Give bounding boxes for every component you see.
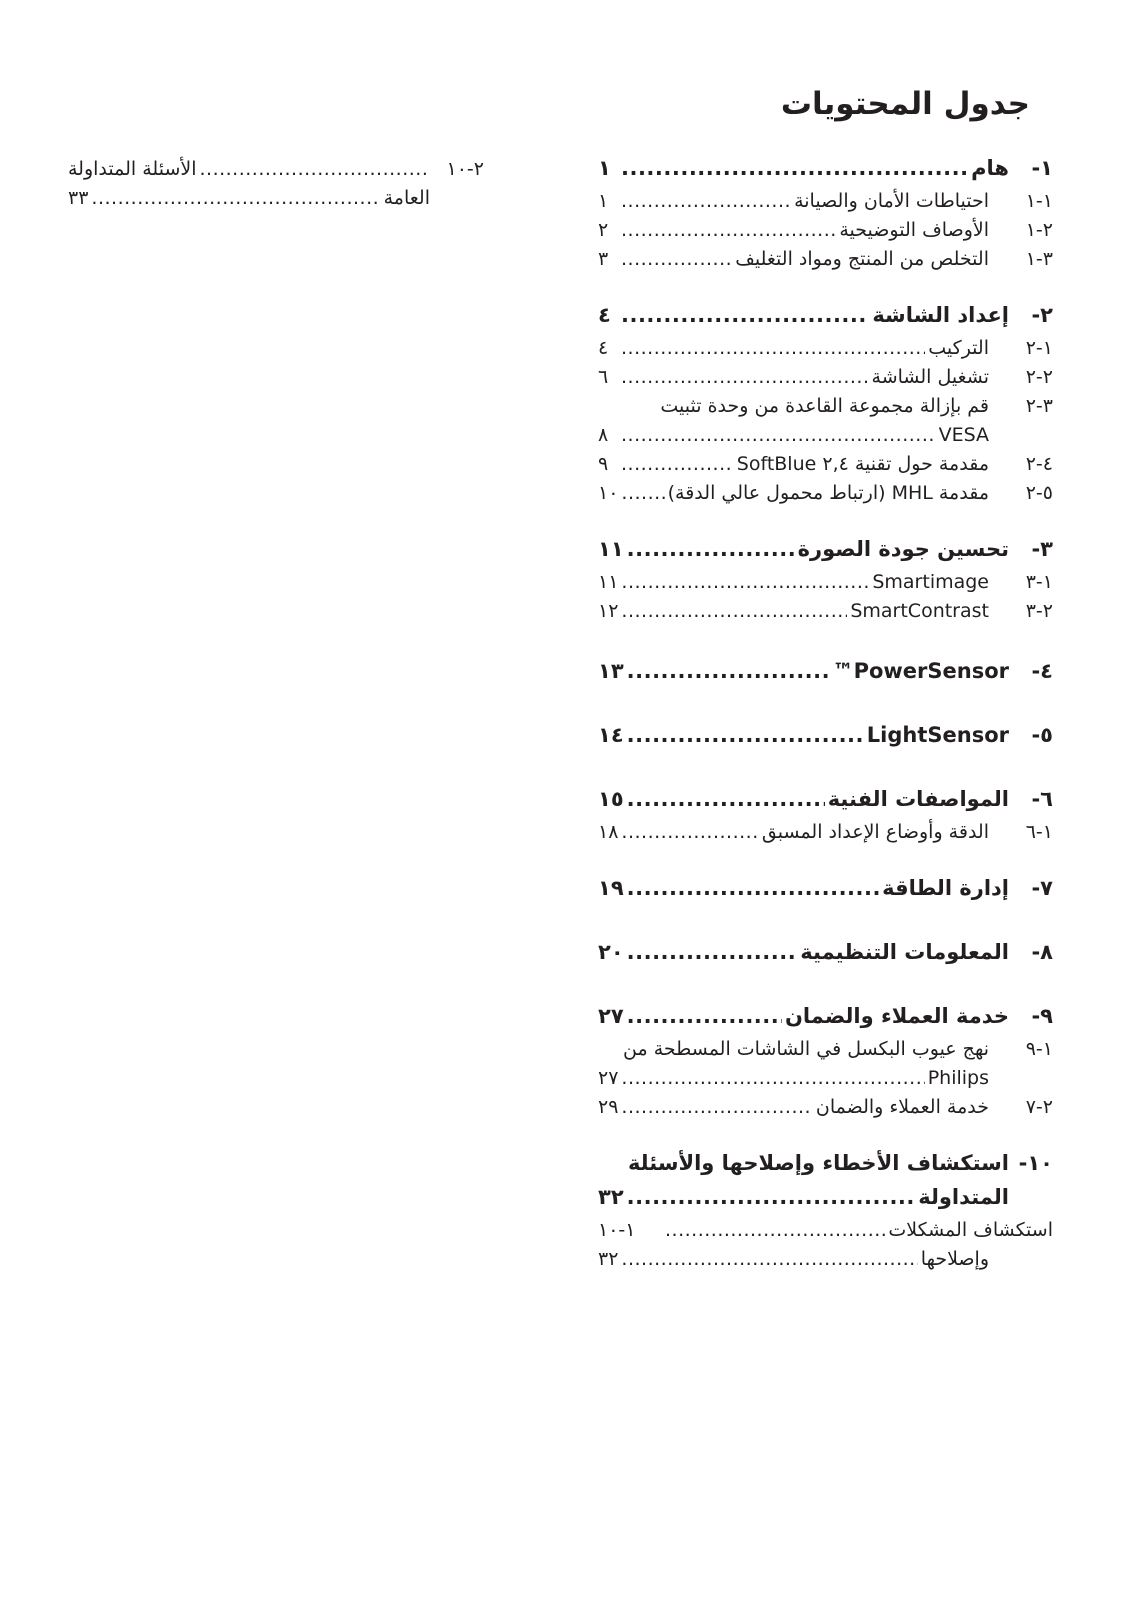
toc-label: مقدمة MHL (ارتباط محمول عالي الدقة)	[667, 482, 989, 504]
toc-page: ٤	[598, 337, 609, 359]
toc-label: هام	[971, 156, 1009, 180]
toc-entry-6-1[interactable]	[598, 821, 1053, 850]
toc-number: ٥-٢	[1025, 482, 1053, 504]
toc-leader	[621, 1096, 812, 1118]
toc-number: ٢-١٠	[446, 158, 484, 180]
toc-label: مقدمة حول تقنية ٢,٤ SoftBlue	[736, 453, 989, 475]
toc-entry-9-1-continued[interactable]	[598, 1067, 1053, 1096]
toc-number: ٧-	[1031, 876, 1053, 900]
toc-leader	[627, 1185, 916, 1209]
toc-page: ٨	[598, 424, 609, 446]
toc-entry-1-3[interactable]	[598, 248, 1053, 277]
toc-page: ١٥	[598, 787, 624, 811]
toc-entry-2-2[interactable]	[598, 366, 1053, 395]
toc-section-10[interactable]	[598, 1151, 1053, 1185]
toc-number: ١-	[1031, 156, 1053, 180]
toc-page: ٦	[598, 366, 609, 388]
toc-label: العامة	[383, 187, 430, 209]
toc-number: ٦-	[1031, 787, 1053, 811]
toc-page: ٣٢	[598, 1185, 624, 1209]
toc-leader	[627, 940, 798, 964]
toc-leader	[621, 1248, 917, 1270]
toc-section-2[interactable]	[598, 303, 1053, 337]
toc-page: ١	[598, 156, 611, 180]
toc-entry-2-3-continued[interactable]	[598, 424, 1053, 453]
toc-page: ١٩	[598, 876, 624, 900]
toc-label: SmartContrast	[850, 600, 989, 622]
toc-number: ٢-	[1031, 303, 1053, 327]
toc-number: ٣-	[1031, 537, 1053, 561]
toc-leader	[621, 571, 869, 593]
toc-page: ٣	[598, 248, 609, 270]
toc-number: ١-٣	[1025, 571, 1053, 593]
toc-entry-10-1-continued[interactable]	[598, 1248, 1053, 1277]
toc-label: استكشاف المشكلات	[888, 1219, 1053, 1241]
toc-page: ٩	[598, 453, 609, 475]
toc-page: ٣٢	[598, 1248, 619, 1270]
toc-number: ٩-	[1031, 1004, 1053, 1028]
toc-leader	[621, 337, 925, 359]
toc-number: ٢-٢	[1025, 366, 1053, 388]
toc-label: إعداد الشاشة	[872, 303, 1009, 327]
toc-section-1[interactable]	[598, 156, 1053, 190]
toc-entry-10-2[interactable]	[68, 158, 484, 187]
toc-label: Smartimage	[872, 571, 989, 593]
toc-entry-2-4[interactable]	[598, 453, 1053, 482]
toc-label: تشغيل الشاشة	[871, 366, 989, 388]
toc-entry-1-1[interactable]	[598, 190, 1053, 219]
toc-leader	[665, 1219, 885, 1241]
page-title: جدول المحتويات	[780, 86, 1030, 122]
toc-number: ٣-٢	[1025, 395, 1053, 417]
toc-number: ١-٩	[1025, 1038, 1053, 1060]
toc-leader	[621, 303, 869, 327]
toc-leader	[621, 156, 968, 180]
toc-section-10-continued[interactable]	[598, 1185, 1053, 1219]
toc-label: التركيب	[928, 337, 989, 359]
toc-section-7[interactable]	[598, 876, 1053, 910]
toc-label: المواصفات الفنية	[827, 787, 1009, 811]
toc-page: ١١	[598, 571, 619, 593]
toc-leader	[627, 787, 825, 811]
toc-page: ٢٠	[598, 940, 624, 964]
toc-leader	[621, 821, 759, 843]
toc-number: ٢-١	[1025, 219, 1053, 241]
toc-number: ٤-٢	[1025, 453, 1053, 475]
toc-page: ١٤	[598, 723, 624, 747]
toc-label: إدارة الطاقة	[882, 876, 1009, 900]
toc-section-6[interactable]	[598, 787, 1053, 821]
toc-number: ١-١	[1025, 190, 1053, 212]
toc-label: الأوصاف التوضيحية	[839, 219, 989, 241]
toc-leader	[621, 600, 847, 622]
toc-page: ٢٧	[598, 1067, 619, 1089]
toc-label: تحسين جودة الصورة	[797, 537, 1009, 561]
toc-leader	[621, 1067, 924, 1089]
toc-leader	[627, 1004, 782, 1028]
toc-number: ٣-١	[1025, 248, 1053, 270]
toc-number: ٥-	[1031, 723, 1053, 747]
toc-section-9[interactable]	[598, 1004, 1053, 1038]
toc-leader	[199, 158, 427, 180]
toc-entry-2-3[interactable]	[598, 395, 1053, 424]
toc-number: ١-٦	[1025, 821, 1053, 843]
toc-column-left	[68, 158, 484, 216]
toc-entry-2-1[interactable]	[598, 337, 1053, 366]
toc-page: ١	[598, 190, 609, 212]
toc-label: المتداولة	[918, 1185, 1009, 1209]
toc-number: ٢-٧	[1025, 1096, 1053, 1118]
toc-leader	[627, 537, 795, 561]
toc-entry-9-2[interactable]	[598, 1096, 1053, 1125]
toc-leader	[621, 190, 791, 212]
toc-entry-1-2[interactable]	[598, 219, 1053, 248]
toc-section-5[interactable]	[598, 723, 1053, 757]
toc-number: ٨-	[1031, 940, 1053, 964]
toc-label: VESA	[938, 424, 989, 446]
toc-section-8[interactable]	[598, 940, 1053, 974]
toc-label: LightSensor	[866, 723, 1009, 747]
toc-leader	[621, 248, 732, 270]
toc-label: استكشاف الأخطاء وإصلاحها والأسئلة	[627, 1151, 1009, 1175]
toc-label: PowerSensor™	[832, 659, 1009, 683]
toc-leader	[627, 723, 864, 747]
toc-page: ٢٧	[598, 1004, 624, 1028]
toc-leader	[621, 366, 869, 388]
toc-page: ١٠	[598, 482, 619, 504]
toc-label: وإصلاحها	[920, 1248, 989, 1270]
toc-number: ١-٢	[1025, 337, 1053, 359]
toc-leader	[621, 482, 664, 504]
toc-leader	[627, 659, 830, 683]
toc-label: الأسئلة المتداولة	[68, 158, 197, 180]
toc-page: ٤	[598, 303, 611, 327]
toc-entry-2-5[interactable]	[598, 482, 1053, 511]
toc-page: ١٨	[598, 821, 619, 843]
toc-number: ٤-	[1031, 659, 1053, 683]
toc-section-3[interactable]	[598, 537, 1053, 571]
toc-label: قم بإزالة مجموعة القاعدة من وحدة تثبيت	[660, 395, 989, 417]
toc-label: نهج عيوب البكسل في الشاشات المسطحة من	[623, 1038, 989, 1060]
toc-page: ١٣	[598, 659, 624, 683]
toc-number: ١٠-	[1018, 1151, 1053, 1175]
toc-entry-3-1[interactable]	[598, 571, 1053, 600]
toc-number: ٢-٣	[1025, 600, 1053, 622]
toc-entry-3-2[interactable]	[598, 600, 1053, 629]
toc-label: التخلص من المنتج ومواد التغليف	[735, 248, 989, 270]
toc-leader	[91, 187, 380, 209]
toc-label: خدمة العملاء والضمان	[784, 1004, 1009, 1028]
toc-label: Philips	[927, 1067, 989, 1089]
toc-leader	[621, 424, 936, 446]
toc-label: الدقة وأوضاع الإعداد المسبق	[761, 821, 989, 843]
toc-label: احتياطات الأمان والصيانة	[794, 190, 989, 212]
toc-leader	[627, 876, 879, 900]
toc-page: ١١	[598, 537, 624, 561]
toc-page: ٣٣	[68, 187, 89, 209]
toc-page: ٢	[598, 219, 609, 241]
toc-column-right	[598, 156, 1053, 1277]
toc-page: ٢٩	[598, 1096, 619, 1118]
toc-entry-general[interactable]	[68, 187, 484, 216]
toc-page: ١٢	[598, 600, 619, 622]
toc-entry-10-1[interactable]	[598, 1219, 1053, 1248]
toc-leader	[621, 453, 734, 475]
toc-label: خدمة العملاء والضمان	[815, 1096, 989, 1118]
toc-number: ١-١٠	[598, 1219, 636, 1241]
toc-entry-9-1[interactable]	[598, 1038, 1053, 1067]
toc-label: المعلومات التنظيمية	[800, 940, 1009, 964]
toc-section-4[interactable]	[598, 659, 1053, 693]
toc-leader	[621, 219, 836, 241]
